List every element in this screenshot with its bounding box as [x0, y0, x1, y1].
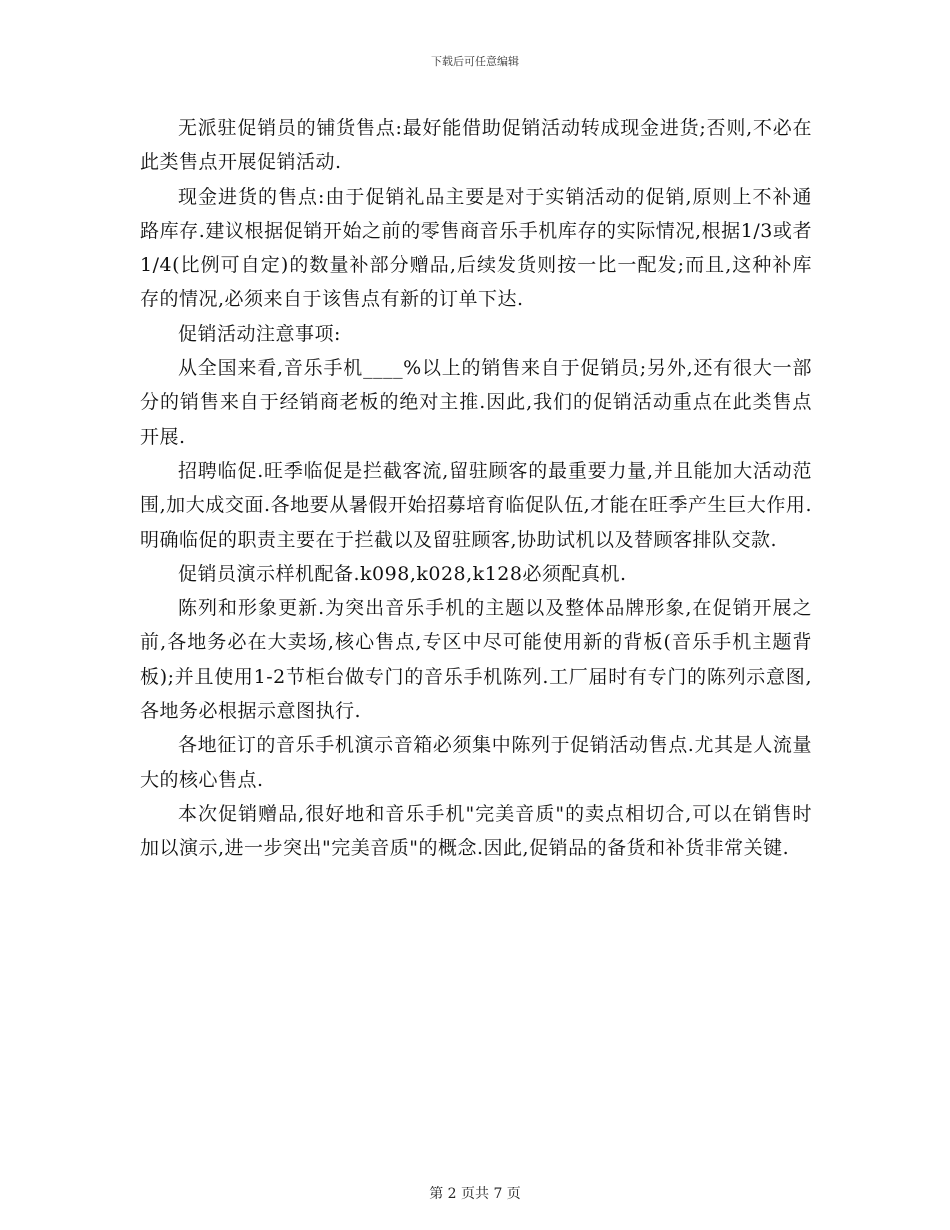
- paragraph-5: 招聘临促.旺季临促是拦截客流,留驻顾客的最重要力量,并且能加大活动范围,加大成交面.各地要从暑假开始招募培育临促队伍,才能在旺季产生巨大作用.明确临促的职责主要在于拦截以及留驻顾客,协助试机以及替顾客排队交款.: [140, 459, 812, 551]
- paragraph-8: 各地征订的音乐手机演示音箱必须集中陈列于促销活动售点.尤其是人流量大的核心售点.: [140, 734, 812, 791]
- paragraph-3: 促销活动注意事项:: [178, 322, 341, 345]
- page-footer: 第 2 页共 7 页: [429, 1186, 521, 1202]
- paragraph-2: 现金进货的售点:由于促销礼品主要是对于实销活动的促销,原则上不补通路库存.建议根据促销开始之前的零售商音乐手机库存的实际情况,根据1/3或者1/4(比例可自定)的数量补部分赠品,后续发货则按一比一配发;而且,这种补库存的情况,必须来自于该售点有新的订单下达.: [140, 185, 812, 311]
- paragraph-4: 从全国来看,音乐手机____%以上的销售来自于促销员;另外,还有很大一部分的销售来自于经销商老板的绝对主推.因此,我们的促销活动重点在此类售点开展.: [140, 357, 812, 448]
- page-header: 下载后可任意编辑: [431, 55, 519, 68]
- paragraph-7: 陈列和形象更新.为突出音乐手机的主题以及整体品牌形象,在促销开展之前,各地务必在大卖场,核心售点,专区中尽可能使用新的背板(音乐手机主题背板);并且使用1-2节柜台做专门的音乐手机陈列.工厂届时有专门的陈列示意图,各地务必根据示意图执行.: [140, 597, 812, 723]
- paragraph-1: 无派驻促销员的铺货售点:最好能借助促销活动转成现金进货;否则,不必在此类售点开展促销活动.: [140, 117, 812, 174]
- paragraph-6: 促销员演示样机配备.k098,k028,k128必须配真机.: [178, 562, 627, 585]
- paragraph-9: 本次促销赠品,很好地和音乐手机"完美音质"的卖点相切合,可以在销售时加以演示,进一步突出"完美音质"的概念.因此,促销品的备货和补货非常关键.: [140, 802, 812, 860]
- document-body: [140, 111, 812, 866]
